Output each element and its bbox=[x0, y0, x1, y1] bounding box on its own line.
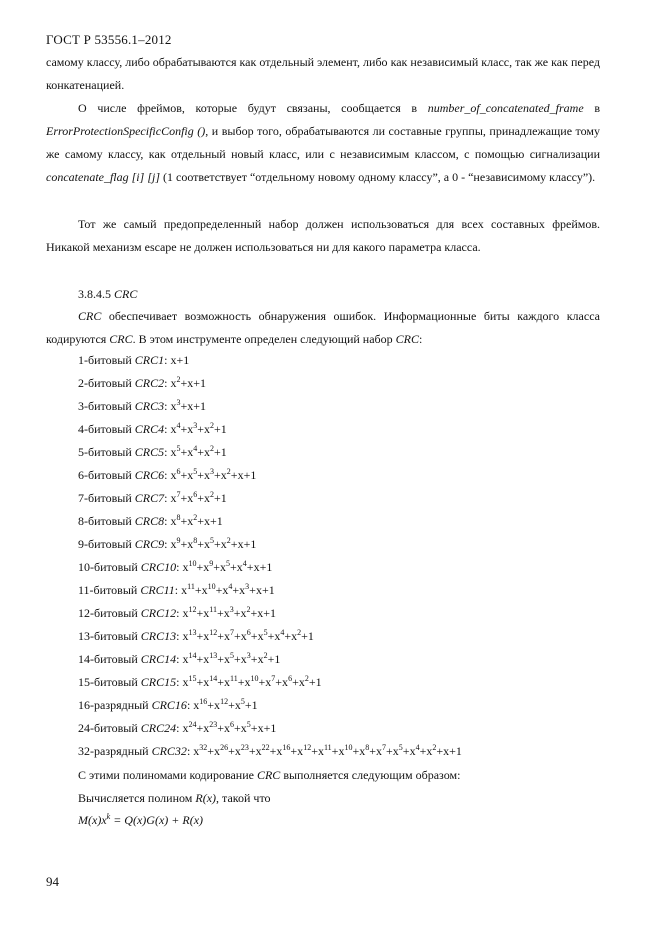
polynomial-term: +x bbox=[214, 537, 227, 551]
polynomial-term: +x bbox=[284, 629, 298, 643]
polynomial-term: +x bbox=[230, 560, 243, 574]
crc-bit-label: 8-битовый bbox=[78, 514, 135, 528]
polynomial-term: +x bbox=[292, 675, 305, 689]
polynomial-term: +1 bbox=[267, 652, 281, 666]
polynomial-term: +x bbox=[232, 583, 246, 597]
polynomial-exponent: 6 bbox=[193, 490, 198, 499]
polynomial-term: +x bbox=[194, 583, 208, 597]
crc-separator: : bbox=[176, 560, 183, 574]
crc-bit-label: 5-битовый bbox=[78, 445, 135, 459]
polynomial-term: +x bbox=[196, 675, 210, 689]
crc-name: CRC32 bbox=[151, 744, 187, 758]
polynomial-term: x bbox=[170, 399, 177, 413]
polynomial-exponent: 24 bbox=[188, 720, 197, 729]
polynomial-exponent: 2 bbox=[304, 674, 309, 683]
crc-bit-label: 11-битовый bbox=[78, 583, 141, 597]
crc-separator: : bbox=[164, 353, 171, 367]
polynomial-exponent: 6 bbox=[246, 628, 251, 637]
crc-bit-label: 12-битовый bbox=[78, 606, 141, 620]
polynomial-exponent: 3 bbox=[245, 582, 250, 591]
crc-term: CRC bbox=[109, 332, 133, 346]
polynomial-term: +x bbox=[267, 629, 281, 643]
polynomial-term: +x bbox=[386, 744, 399, 758]
crc-term: CRC bbox=[256, 768, 281, 782]
polynomial-term: +x bbox=[228, 744, 241, 758]
crc-name: CRC11 bbox=[140, 583, 175, 597]
p2-text: в bbox=[583, 101, 600, 115]
document-header: ГОСТ Р 53556.1–2012 bbox=[46, 32, 172, 47]
crc-list-item bbox=[78, 744, 462, 759]
polynomial-exponent: 4 bbox=[242, 559, 247, 568]
section-heading bbox=[78, 287, 137, 302]
polynomial-term: +x bbox=[234, 721, 247, 735]
polynomial-term: +x+1 bbox=[250, 721, 277, 735]
polynomial-term: +1 bbox=[176, 353, 190, 367]
polynomial-exponent: 7 bbox=[176, 490, 181, 499]
polynomial-exponent: 4 bbox=[415, 743, 420, 752]
polynomial-term: +x bbox=[250, 629, 264, 643]
p2-text: О числе фреймов, которые будут связаны, сообщается в bbox=[78, 101, 428, 115]
polynomial-term: +x bbox=[215, 583, 229, 597]
crc-name: CRC1 bbox=[134, 353, 165, 367]
crc-term: CRC bbox=[78, 309, 102, 323]
polynomial-exponent: 5 bbox=[240, 697, 245, 706]
crc-separator: : bbox=[164, 445, 171, 459]
crc-separator: : bbox=[186, 744, 194, 758]
crc-list-item bbox=[78, 468, 256, 483]
polynomial-term: +x bbox=[180, 422, 194, 436]
polynomial-term: +x bbox=[196, 629, 210, 643]
crc-name: CRC2 bbox=[134, 376, 165, 390]
crc-name: CRC7 bbox=[134, 491, 165, 505]
polynomial-term: +x bbox=[197, 422, 211, 436]
paragraph-2 bbox=[46, 97, 600, 189]
crc-name: CRC6 bbox=[134, 468, 165, 482]
polynomial-term: +x bbox=[197, 491, 211, 505]
polynomial-term: +x bbox=[352, 744, 366, 758]
polynomial-exponent: 12 bbox=[188, 605, 197, 614]
crc-separator: : bbox=[176, 629, 183, 643]
crc-separator: : bbox=[176, 675, 183, 689]
crc-name: CRC9 bbox=[134, 537, 165, 551]
polynomial-exponent: 11 bbox=[209, 605, 217, 614]
crc-list-item bbox=[78, 675, 322, 690]
crc-bit-label: 24-битовый bbox=[78, 721, 141, 735]
crc-separator: : bbox=[164, 422, 171, 436]
polynomial-exponent: 11 bbox=[230, 674, 238, 683]
polynomial-exponent: 12 bbox=[303, 743, 312, 752]
crc-list-item bbox=[78, 376, 206, 391]
crc-name: CRC4 bbox=[134, 422, 165, 436]
polynomial-term: +x+1 bbox=[230, 468, 257, 482]
polynomial-exponent: 8 bbox=[365, 743, 370, 752]
crc-separator: : bbox=[164, 468, 171, 482]
polynomial-exponent: 2 bbox=[176, 375, 181, 384]
closing-line-1 bbox=[78, 768, 460, 783]
crc-list-item bbox=[78, 698, 258, 713]
polynomial-term: +x bbox=[196, 652, 210, 666]
polynomial-exponent: 8 bbox=[176, 513, 181, 522]
polynomial-term: x bbox=[182, 606, 189, 620]
crc-bit-label: 1-битовый bbox=[78, 353, 135, 367]
polynomial-exponent: 7 bbox=[382, 743, 387, 752]
crc-list-item bbox=[78, 399, 206, 414]
polynomial-term: x bbox=[170, 537, 177, 551]
polynomial-term: +x bbox=[180, 491, 194, 505]
polynomial-term: +x bbox=[233, 606, 247, 620]
crc-separator: : bbox=[164, 537, 171, 551]
section-number: 3.8.4.5 bbox=[78, 287, 111, 301]
polynomial-term: +x+1 bbox=[250, 606, 277, 620]
polynomial-term: +x bbox=[250, 652, 264, 666]
crc-equation bbox=[78, 813, 203, 828]
crc-bit-label: 4-битовый bbox=[78, 422, 135, 436]
p2-config-name: ErrorProtectionSpecificConfig () bbox=[46, 124, 206, 138]
equation-exponent: k bbox=[106, 812, 111, 821]
crc-name: CRC10 bbox=[140, 560, 177, 574]
crc-list-item bbox=[78, 514, 223, 529]
crc-list-item bbox=[78, 606, 276, 621]
polynomial-term: +x bbox=[197, 445, 211, 459]
polynomial-term: +x bbox=[228, 698, 241, 712]
crc-separator: : bbox=[164, 491, 171, 505]
polynomial-exponent: 22 bbox=[261, 743, 270, 752]
closing-text: , такой что bbox=[216, 791, 271, 805]
polynomial-term: +x+1 bbox=[180, 376, 206, 390]
polynomial-term: x bbox=[170, 514, 177, 528]
polynomial-term: +x bbox=[258, 675, 272, 689]
closing-line-2 bbox=[78, 791, 271, 806]
crc-name: CRC8 bbox=[134, 514, 165, 528]
polynomial-term: +x bbox=[290, 744, 304, 758]
crc-list-item bbox=[78, 721, 276, 736]
polynomial-term: x bbox=[182, 721, 189, 735]
crc-list-item bbox=[78, 583, 275, 598]
crc-list-item bbox=[78, 652, 280, 667]
polynomial-exponent: 3 bbox=[210, 467, 215, 476]
polynomial-exponent: 11 bbox=[323, 743, 332, 752]
polynomial-exponent: 10 bbox=[207, 582, 216, 591]
polynomial-exponent: 10 bbox=[250, 674, 259, 683]
crc-name: CRC16 bbox=[151, 698, 187, 712]
crc-bit-label: 10-битовый bbox=[78, 560, 141, 574]
crc-list-item bbox=[78, 537, 256, 552]
polynomial-term: +x bbox=[216, 606, 230, 620]
polynomial-term: +x bbox=[214, 468, 227, 482]
polynomial-exponent: 12 bbox=[220, 697, 229, 706]
polynomial-term: +x+1 bbox=[180, 399, 206, 413]
polynomial-exponent: 5 bbox=[398, 743, 403, 752]
polynomial-r: R(x) bbox=[195, 791, 217, 805]
polynomial-exponent: 10 bbox=[188, 559, 197, 568]
polynomial-exponent: 3 bbox=[246, 651, 251, 660]
polynomial-exponent: 2 bbox=[226, 536, 231, 545]
polynomial-term: +x+1 bbox=[436, 744, 462, 758]
page-number: 94 bbox=[46, 874, 59, 889]
crc-bit-label: 9-битовый bbox=[78, 537, 135, 551]
polynomial-term: +x bbox=[234, 629, 247, 643]
polynomial-exponent: 32 bbox=[199, 743, 208, 752]
polynomial-exponent: 26 bbox=[220, 743, 229, 752]
polynomial-exponent: 3 bbox=[193, 421, 198, 430]
polynomial-term: +x bbox=[217, 675, 231, 689]
crc-separator: : bbox=[174, 583, 182, 597]
polynomial-term: +x bbox=[311, 744, 324, 758]
polynomial-exponent: 14 bbox=[188, 651, 197, 660]
polynomial-exponent: 4 bbox=[280, 628, 285, 637]
crc-bit-label: 14-битовый bbox=[78, 652, 141, 666]
polynomial-term: +x bbox=[419, 744, 433, 758]
polynomial-exponent: 2 bbox=[226, 467, 231, 476]
polynomial-term: x bbox=[193, 698, 200, 712]
polynomial-term: +x bbox=[197, 537, 211, 551]
p2-flag-name: concatenate_flag [i] [j] bbox=[46, 170, 160, 184]
p2-field-name: number_of_concatenated_frame bbox=[427, 101, 584, 115]
polynomial-exponent: 16 bbox=[282, 743, 291, 752]
polynomial-exponent: 3 bbox=[176, 398, 181, 407]
polynomial-term: x bbox=[182, 652, 189, 666]
polynomial-term: +x+1 bbox=[246, 560, 273, 574]
polynomial-exponent: 2 bbox=[210, 490, 215, 499]
polynomial-exponent: 15 bbox=[188, 674, 197, 683]
crc-bit-label: 16-разрядный bbox=[78, 698, 152, 712]
polynomial-term: +1 bbox=[244, 698, 258, 712]
crc-term: CRC bbox=[395, 332, 419, 346]
polynomial-term: +x bbox=[180, 445, 194, 459]
intro-text: : bbox=[419, 332, 423, 346]
polynomial-term: +x bbox=[217, 721, 231, 735]
polynomial-exponent: 10 bbox=[344, 743, 353, 752]
polynomial-exponent: 2 bbox=[432, 743, 437, 752]
crc-bit-label: 2-битовый bbox=[78, 376, 135, 390]
polynomial-exponent: 8 bbox=[193, 536, 198, 545]
polynomial-term: x bbox=[170, 376, 177, 390]
paragraph-3: Тот же самый предопределенный набор должен использоваться для всех составных фреймов. Никакой механизм escape не должен использоваться ни для какого параметра класса. bbox=[46, 217, 600, 254]
polynomial-term: x bbox=[182, 675, 189, 689]
crc-bit-label: 13-битовый bbox=[78, 629, 141, 643]
polynomial-exponent: 11 bbox=[187, 582, 195, 591]
polynomial-exponent: 23 bbox=[240, 743, 249, 752]
polynomial-term: +x bbox=[196, 560, 210, 574]
crc-intro-paragraph bbox=[46, 305, 600, 351]
polynomial-exponent: 9 bbox=[176, 536, 181, 545]
polynomial-term: +x bbox=[196, 721, 210, 735]
crc-bit-label: 7-битовый bbox=[78, 491, 135, 505]
p2-text: (1 соответствует “отдельному новому одному классу”, а 0 - “независимому классу”). bbox=[160, 170, 596, 184]
polynomial-exponent: 2 bbox=[193, 513, 198, 522]
polynomial-term: x bbox=[170, 445, 177, 459]
crc-bit-label: 15-битовый bbox=[78, 675, 141, 689]
crc-list-item bbox=[78, 491, 227, 506]
polynomial-exponent: 16 bbox=[199, 697, 208, 706]
polynomial-exponent: 5 bbox=[246, 720, 251, 729]
polynomial-exponent: 4 bbox=[176, 421, 181, 430]
closing-text: выполняется следующим образом: bbox=[280, 768, 461, 782]
polynomial-term: +x+1 bbox=[249, 583, 275, 597]
polynomial-term: +x bbox=[402, 744, 416, 758]
polynomial-exponent: 2 bbox=[210, 421, 215, 430]
polynomial-term: x bbox=[170, 353, 177, 367]
polynomial-term: +x bbox=[248, 744, 262, 758]
intro-text: . В этом инструменте определен следующий набор bbox=[132, 332, 396, 346]
polynomial-term: +x bbox=[213, 560, 227, 574]
polynomial-term: +x bbox=[369, 744, 383, 758]
polynomial-exponent: 6 bbox=[176, 467, 181, 476]
polynomial-term: +x bbox=[237, 675, 251, 689]
polynomial-exponent: 23 bbox=[209, 720, 218, 729]
polynomial-exponent: 5 bbox=[193, 467, 198, 476]
polynomial-term: +x bbox=[234, 652, 247, 666]
polynomial-term: +1 bbox=[301, 629, 314, 643]
polynomial-exponent: 13 bbox=[188, 628, 197, 637]
crc-separator: : bbox=[164, 376, 171, 390]
crc-name: CRC12 bbox=[140, 606, 177, 620]
polynomial-term: x bbox=[170, 468, 177, 482]
crc-list-item bbox=[78, 422, 227, 437]
polynomial-exponent: 4 bbox=[193, 444, 198, 453]
polynomial-exponent: 6 bbox=[230, 720, 235, 729]
polynomial-term: x bbox=[193, 744, 200, 758]
closing-text: С этими полиномами кодирование bbox=[78, 768, 257, 782]
polynomial-term: +x bbox=[180, 537, 194, 551]
polynomial-term: x bbox=[170, 491, 177, 505]
crc-separator: : bbox=[176, 721, 183, 735]
polynomial-term: +x bbox=[180, 468, 194, 482]
crc-separator: : bbox=[186, 698, 194, 712]
crc-name: CRC5 bbox=[134, 445, 165, 459]
equation-right: = Q(x)G(x) + R(x) bbox=[110, 813, 204, 827]
section-title: CRC bbox=[114, 287, 138, 301]
polynomial-exponent: 12 bbox=[209, 628, 218, 637]
crc-separator: : bbox=[176, 606, 183, 620]
p2-text: , и выбор того, обрабатываются ли составные группы, принадлежащие тому же самому классу, как отдельный новый класс, или с независимым классом, с помощью сигнализации bbox=[46, 124, 601, 161]
crc-list-item bbox=[78, 560, 272, 575]
polynomial-term: +1 bbox=[214, 422, 227, 436]
polynomial-term: +1 bbox=[308, 675, 322, 689]
crc-name: CRC15 bbox=[140, 675, 177, 689]
polynomial-exponent: 7 bbox=[230, 628, 235, 637]
crc-separator: : bbox=[164, 514, 171, 528]
closing-text: Вычисляется полином bbox=[78, 791, 196, 805]
polynomial-exponent: 5 bbox=[210, 536, 215, 545]
polynomial-exponent: 2 bbox=[263, 651, 268, 660]
crc-separator: : bbox=[164, 399, 171, 413]
equation-left: M(x)x bbox=[78, 813, 107, 827]
polynomial-term: +x bbox=[269, 744, 283, 758]
polynomial-exponent: 3 bbox=[229, 605, 234, 614]
polynomial-term: x bbox=[182, 560, 189, 574]
polynomial-term: +x bbox=[196, 606, 210, 620]
crc-name: CRC24 bbox=[140, 721, 177, 735]
crc-name: CRC13 bbox=[140, 629, 177, 643]
polynomial-term: +x bbox=[217, 629, 231, 643]
polynomial-exponent: 4 bbox=[228, 582, 233, 591]
polynomial-term: +x+1 bbox=[197, 514, 223, 528]
crc-list-item bbox=[78, 629, 314, 644]
crc-name: CRC14 bbox=[140, 652, 177, 666]
polynomial-term: +x bbox=[207, 698, 221, 712]
polynomial-exponent: 5 bbox=[230, 651, 235, 660]
crc-bit-label: 3-битовый bbox=[78, 399, 135, 413]
polynomial-exponent: 2 bbox=[210, 444, 215, 453]
polynomial-term: +x+1 bbox=[230, 537, 257, 551]
polynomial-term: x bbox=[182, 629, 189, 643]
polynomial-exponent: 5 bbox=[226, 559, 231, 568]
polynomial-exponent: 13 bbox=[209, 651, 218, 660]
crc-list-item bbox=[78, 445, 227, 460]
paragraph-1: самому классу, либо обрабатываются как отдельный элемент, либо как независимый класс, так же как перед конкатенацией. bbox=[46, 55, 600, 92]
crc-bit-label: 32-разрядный bbox=[78, 744, 152, 758]
polynomial-exponent: 14 bbox=[209, 674, 218, 683]
polynomial-term: +x bbox=[207, 744, 221, 758]
polynomial-exponent: 6 bbox=[288, 674, 293, 683]
intro-text: обеспечивает возможность обнаружения ошибок. Информационные биты каждого класса кодируются bbox=[46, 309, 600, 346]
polynomial-exponent: 5 bbox=[263, 628, 268, 637]
polynomial-term: +x bbox=[197, 468, 211, 482]
polynomial-exponent: 5 bbox=[176, 444, 181, 453]
polynomial-exponent: 7 bbox=[271, 674, 276, 683]
polynomial-term: +x bbox=[331, 744, 345, 758]
crc-bit-label: 6-битовый bbox=[78, 468, 135, 482]
polynomial-term: +1 bbox=[214, 445, 227, 459]
polynomial-exponent: 2 bbox=[246, 605, 251, 614]
polynomial-term: +x bbox=[275, 675, 289, 689]
polynomial-exponent: 2 bbox=[297, 628, 302, 637]
polynomial-exponent: 9 bbox=[209, 559, 214, 568]
polynomial-term: +1 bbox=[214, 491, 227, 505]
crc-name: CRC3 bbox=[134, 399, 165, 413]
polynomial-term: +x bbox=[217, 652, 231, 666]
polynomial-term: x bbox=[170, 422, 177, 436]
crc-list-item bbox=[78, 353, 189, 368]
crc-separator: : bbox=[176, 652, 183, 666]
polynomial-term: x bbox=[181, 583, 188, 597]
polynomial-term: +x bbox=[180, 514, 194, 528]
